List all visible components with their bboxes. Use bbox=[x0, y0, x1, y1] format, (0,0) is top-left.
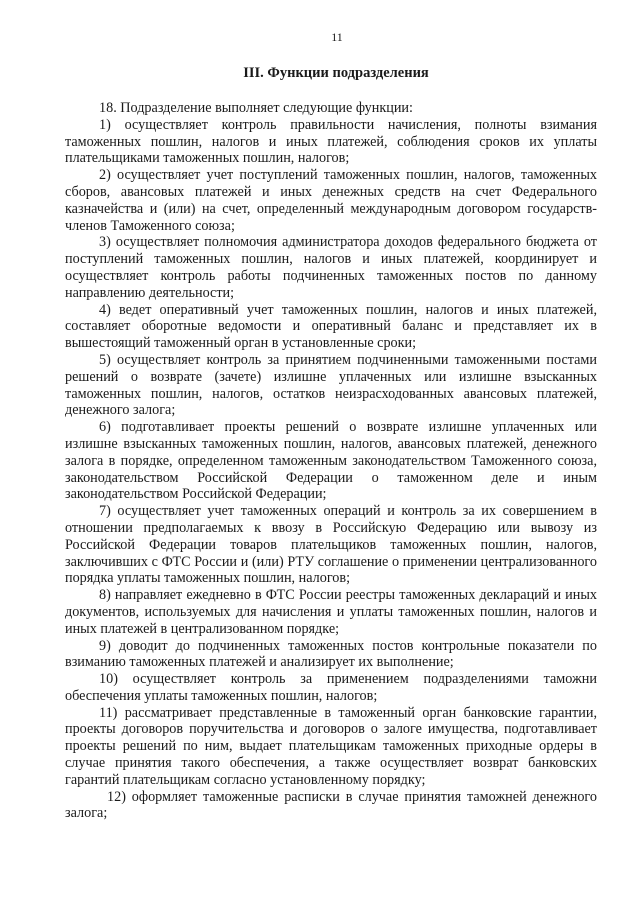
document-page bbox=[65, 28, 597, 822]
function-item-1: 1) осуществляет контроль правильности начисления, полноты взимания таможенных пошлин, налогов и иных платежей, соблюдения сроков их уплаты плательщиками таможенных пошлин, налогов; bbox=[65, 116, 597, 167]
function-item-9: 9) доводит до подчиненных таможенных постов контрольные показатели по взиманию таможенных платежей и анализирует их выполнение; bbox=[65, 637, 597, 671]
function-item-4: 4) ведет оперативный учет таможенных пошлин, налогов и иных платежей, составляет оборотные ведомости и оперативный баланс и представляет их в вышестоящий таможенный орган в установленные сроки; bbox=[65, 301, 597, 352]
function-item-7: 7) осуществляет учет таможенных операций и контроль за их совершением в отношении предполагаемых к ввозу в Российскую Федерацию или вывозу из Российской Федерации товаров плательщиков таможенных пошлин, налогов, заключивших с ФТС России и (или) РТУ соглашение о применении централизованного порядка уплаты таможенных пошлин, налогов; bbox=[65, 503, 597, 587]
section-title: III. Функции подразделения bbox=[243, 65, 429, 81]
function-item-12: 12) оформляет таможенные расписки в случае принятия таможней денежного залога; bbox=[65, 788, 597, 822]
function-item-3: 3) осуществляет полномочия администратора доходов федерального бюджета от поступлений таможенных пошлин, налогов и иных платежей, координирует и осуществляет контроль работы подчиненных таможенных постов по данному направлению деятельности; bbox=[65, 234, 597, 301]
document-body bbox=[65, 100, 597, 822]
function-item-6: 6) подготавливает проекты решений о возврате излишне уплаченных или излишне взысканных таможенных пошлин, налогов, авансовых платежей, денежного залога в порядке, определенном таможенным законодательством Таможенного союза, законодательством Российской Федерации о таможенном деле и иным законодательством Российской Федерации; bbox=[65, 419, 597, 503]
function-item-8: 8) направляет ежедневно в ФТС России реестры таможенных деклараций и иных документов, используемых для начисления и уплаты таможенных пошлин, налогов и иных платежей в централизованном порядке; bbox=[65, 587, 597, 637]
function-item-11: 11) рассматривает представленные в таможенный орган банковские гарантии, проекты договоров поручительства и договоров о залоге имущества, подготавливает проекты решений по ним, выдает плательщикам таможенных приходные ордеры в случае принятия такого обеспечения, а также осуществляет возврат банковских гарантий плательщикам согласно установленному порядку; bbox=[65, 704, 597, 788]
function-item-2: 2) осуществляет учет поступлений таможенных пошлин, налогов, таможенных сборов, авансовых платежей и иных денежных средств на счет Федерального казначейства и (или) на счет, определенный международным договором государств-членов Таможенного союза; bbox=[65, 167, 597, 234]
intro-paragraph: 18. Подразделение выполняет следующие функции: bbox=[99, 100, 413, 116]
page-number: 11 bbox=[331, 30, 343, 44]
function-item-10: 10) осуществляет контроль за применением подразделениями таможни обеспечения уплаты таможенных пошлин, налогов; bbox=[65, 671, 597, 704]
function-item-5: 5) осуществляет контроль за принятием подчиненными таможенными постами решений о возврате (зачете) излишне уплаченных или излишне взысканных таможенных пошлин, налогов, остатков неизрасходованных авансовых платежей, денежного залога; bbox=[65, 351, 597, 419]
